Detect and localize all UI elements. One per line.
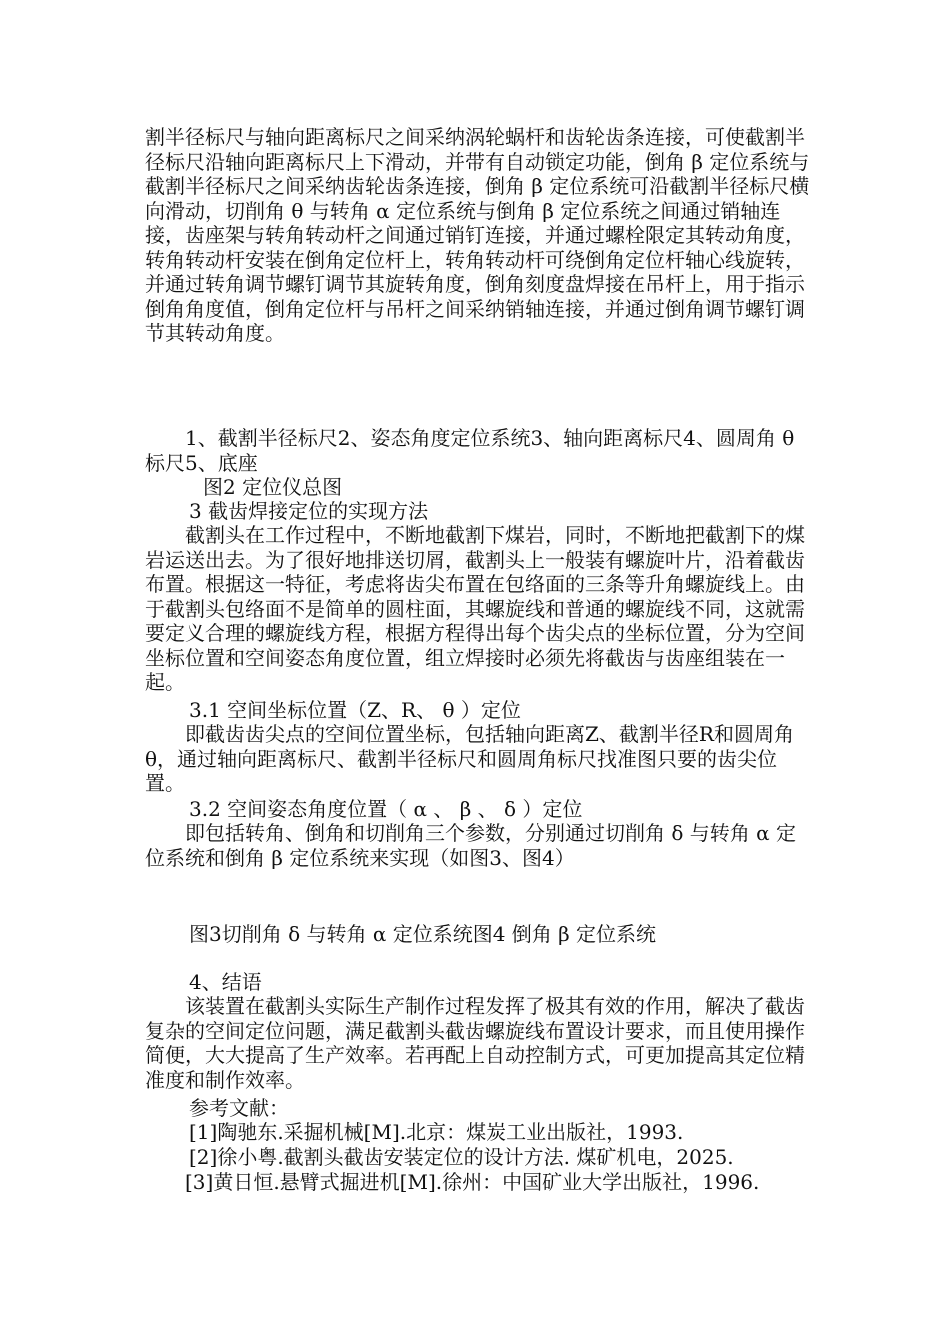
section-3-1-body: 即截齿齿尖点的空间位置坐标，包括轴向距离Z、截割半径R和圆周角 θ，通过轴向距离标尺、截割半径标尺和圆周角标尺找准图只要的齿尖位置。 xyxy=(145,722,794,795)
section-4-heading: 4、结语 xyxy=(189,970,262,994)
reference-1: [1]陶驰东.采掘机械[M].北京：煤炭工业出版社，1993. xyxy=(189,1120,684,1144)
section-3-2-heading: 3.2 空间姿态角度位置（ α 、 β 、 δ ）定位 xyxy=(189,797,583,821)
parts-list-paragraph: 1、截割半径标尺2、姿态角度定位系统3、轴向距离标尺4、圆周角 θ 标尺5、底座 xyxy=(145,426,795,475)
reference-2: [2]徐小粤.截割头截齿安装定位的设计方法. 煤矿机电，2025. xyxy=(189,1145,734,1169)
reference-3: [3]黄日恒.悬臂式掘进机[M].徐州：中国矿业大学出版社，1996. xyxy=(185,1170,760,1194)
section-3-heading: 3 截齿焊接定位的实现方法 xyxy=(189,499,429,523)
section-3-2-body: 即包括转角、倒角和切削角三个参数，分别通过切削角 δ 与转角 α 定位系统和倒角 β 定位系统来实现（如图3、图4） xyxy=(145,821,796,870)
references-heading: 参考文献： xyxy=(189,1096,289,1120)
figure-3-4-caption: 图3切削角 δ 与转角 α 定位系统图4 倒角 β 定位系统 xyxy=(189,922,657,946)
figure-2-caption: 图2 定位仪总图 xyxy=(203,475,343,499)
section-4-body: 该装置在截割头实际生产制作过程发挥了极其有效的作用，解决了截齿复杂的空间定位问题，满足截割头截齿螺旋线布置设计要求，而且使用操作简便，大大提高了生产效率。若再配上自动控制方式，可更加提高其定位精准度和制作效率。 xyxy=(145,994,805,1092)
section-3-body: 截割头在工作过程中，不断地截割下煤岩，同时，不断地把截割下的煤岩运送出去。为了很好地排送切屑，截割头上一般装有螺旋叶片，沿着截齿布置。根据这一特征，考虑将齿尖布置在包络面的三条等升角螺旋线上。由于截割头包络面不是简单的圆柱面，其螺旋线和普通的螺旋线不同，这就需要定义合理的螺旋线方程，根据方程得出每个齿尖点的坐标位置，分为空间坐标位置和空间姿态角度位置，组立焊接时必须先将截齿与齿座组装在一起。 xyxy=(145,523,805,694)
section-3-1-heading: 3.1 空间坐标位置（Z、R、 θ ）定位 xyxy=(189,698,521,722)
intro-paragraph: 割半径标尺与轴向距离标尺之间采纳涡轮蜗杆和齿轮齿条连接，可使截割半径标尺沿轴向距离标尺上下滑动，并带有自动锁定功能，倒角 β 定位系统与截割半径标尺之间采纳齿轮齿条连接，倒角 β 定位系统可沿截割半径标尺横向滑动，切削角 θ 与转角 α 定位系统与倒角 β 定位系统之间通过销轴连接，齿座架与转角转动杆之间通过销钉连接，并通过螺栓限定其转动角度，转角转动杆安装在倒角定位杆上，转角转动杆可绕倒角定位杆轴心线旋转，并通过转角调节螺钉调节其旋转角度，倒角刻度盘焊接在吊杆上，用于指示倒角角度值，倒角定位杆与吊杆之间采纳销轴连接，并通过倒角调节螺钉调节其转动角度。 xyxy=(145,125,810,345)
